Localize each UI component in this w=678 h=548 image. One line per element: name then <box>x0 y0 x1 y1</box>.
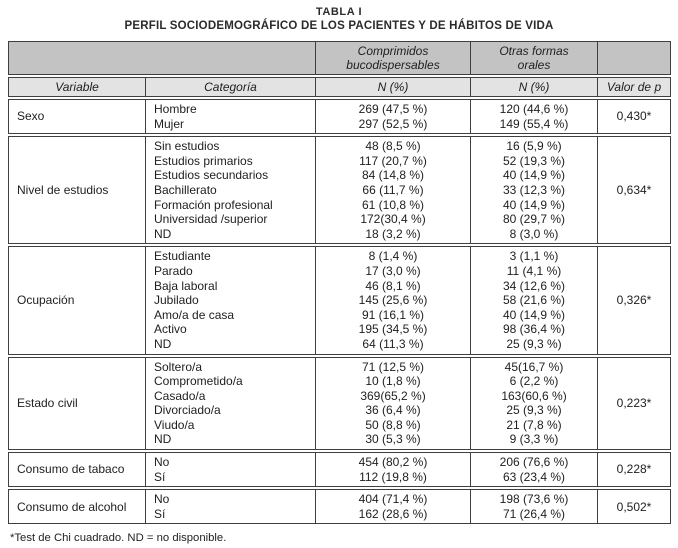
category-line: Formación profesional <box>154 197 273 212</box>
value-line: 40 (14,9 %) <box>502 197 566 212</box>
pvalue-cell: 0,228* <box>597 452 671 487</box>
category-line: Estudios primarios <box>154 153 253 168</box>
value-line: 40 (14,9 %) <box>502 307 566 322</box>
value-line: 33 (12,3 %) <box>502 182 566 197</box>
category-cell <box>145 99 315 134</box>
value-line: 48 (8,5 %) <box>365 139 421 154</box>
category-line: Estudiante <box>154 249 211 264</box>
value-line: 269 (47,5 %) <box>358 102 428 116</box>
category-cell <box>145 136 315 244</box>
value-line: 404 (71,4 %) <box>358 492 428 507</box>
category-line: ND <box>154 432 172 447</box>
value-line: 117 (20,7 %) <box>359 153 427 168</box>
header-group-comprimidos-label: Comprimidos bucodispersables <box>346 44 440 72</box>
category-cell <box>145 489 315 524</box>
table-footnote: *Test de Chi cuadrado. ND = no disponible. <box>10 532 227 545</box>
header-n2: N (%) <box>470 77 597 97</box>
category-line: Mujer <box>154 116 185 131</box>
value-line: 17 (3,0 %) <box>365 263 421 278</box>
category-line: ND <box>154 226 172 241</box>
value-line: 61 (10,8 %) <box>361 197 425 212</box>
header-categoria: Categoría <box>145 77 315 97</box>
pvalue-cell: 0,634* <box>597 136 671 244</box>
category-line: Sí <box>154 469 166 484</box>
variable-cell: Ocupación <box>8 246 145 354</box>
otras-formas-value-cell <box>470 246 597 354</box>
value-line: 63 (23,4 %) <box>502 469 566 484</box>
comprimidos-value-cell <box>315 357 470 451</box>
category-line: Casado/a <box>154 388 206 403</box>
category-line: Sin estudios <box>154 139 220 154</box>
value-line: 66 (11,7 %) <box>362 182 424 197</box>
value-line: 369(65,2 %) <box>360 388 426 403</box>
header-valor-de-p: Valor de p <box>597 77 671 97</box>
category-line: Bachillerato <box>154 182 217 197</box>
value-line: 25 (9,3 %) <box>506 403 562 418</box>
value-line: 58 (21,6 %) <box>502 293 566 308</box>
category-cell <box>145 246 315 354</box>
pvalue-cell: 0,502* <box>597 489 671 524</box>
pvalue-cell: 0,430* <box>597 99 671 134</box>
category-line: Universidad /superior <box>154 212 268 227</box>
otras-formas-value-cell <box>470 357 597 451</box>
table-row <box>8 99 671 134</box>
category-line: Baja laboral <box>154 278 218 293</box>
value-line: 195 (34,5 %) <box>358 322 428 337</box>
comprimidos-value-cell <box>315 452 470 487</box>
variable-cell: Consumo de alcohol <box>8 489 145 524</box>
value-line: 10 (1,8 %) <box>365 374 421 389</box>
category-line: Jubilado <box>154 293 199 308</box>
value-line: 36 (6,4 %) <box>365 403 421 418</box>
variable-cell: Estado civil <box>8 357 145 451</box>
value-line: 145 (25,6 %) <box>358 293 428 308</box>
value-line: 80 (29,7 %) <box>502 212 566 227</box>
value-line: 25 (9,3 %) <box>506 336 562 351</box>
header-variable: Variable <box>8 77 145 97</box>
value-line: 172(30,4 %) <box>360 212 426 227</box>
header-group-comprimidos <box>315 41 470 75</box>
value-line: 11 (4,1 %) <box>506 263 562 278</box>
category-line: Amo/a de casa <box>154 307 235 322</box>
category-line: Sí <box>154 506 166 521</box>
table-row <box>8 357 671 451</box>
value-line: 163(60,6 %) <box>501 388 567 403</box>
table-number-title: TABLA I <box>315 6 363 18</box>
category-line: Hombre <box>154 102 197 116</box>
otras-formas-value-cell <box>470 136 597 244</box>
category-line: Divorciado/a <box>154 403 221 418</box>
category-line: Comprometido/a <box>154 374 243 389</box>
category-cell <box>145 357 315 451</box>
value-line: 8 (1,4 %) <box>368 249 418 264</box>
group-header-row <box>8 41 671 75</box>
pvalue-cell: 0,223* <box>597 357 671 451</box>
value-line: 297 (52,5 %) <box>358 116 428 131</box>
category-line: Estudios secundarios <box>154 168 269 183</box>
category-line: Soltero/a <box>154 359 203 374</box>
value-line: 9 (3,3 %) <box>509 432 559 447</box>
value-line: 149 (55,4 %) <box>499 116 569 131</box>
otras-formas-value-cell <box>470 99 597 134</box>
table-body <box>8 41 671 524</box>
value-line: 21 (7,8 %) <box>506 417 562 432</box>
header-group-otras-label: Otras formas orales <box>499 44 569 72</box>
otras-formas-value-cell <box>470 452 597 487</box>
value-line: 3 (1,1 %) <box>509 249 559 264</box>
variable-cell: Sexo <box>8 99 145 134</box>
table-row <box>8 452 671 487</box>
variable-cell: Nivel de estudios <box>8 136 145 244</box>
category-line: No <box>154 455 170 470</box>
comprimidos-value-cell <box>315 489 470 524</box>
value-line: 71 (12,5 %) <box>361 359 425 374</box>
value-line: 91 (16,1 %) <box>361 307 425 322</box>
category-cell <box>145 452 315 487</box>
header-group-otras <box>470 41 597 75</box>
category-line: ND <box>154 336 172 351</box>
value-line: 198 (73,6 %) <box>499 492 569 507</box>
category-line: No <box>154 492 170 507</box>
table-row <box>8 246 671 354</box>
value-line: 30 (5,3 %) <box>365 432 421 447</box>
value-line: 84 (14,8 %) <box>361 168 425 183</box>
value-line: 98 (36,4 %) <box>502 322 566 337</box>
value-line: 52 (19,3 %) <box>502 153 566 168</box>
comprimidos-value-cell <box>315 246 470 354</box>
value-line: 454 (80,2 %) <box>358 455 428 470</box>
column-header-row <box>8 77 671 97</box>
comprimidos-value-cell <box>315 99 470 134</box>
header-blank-cell <box>8 41 315 75</box>
value-line: 64 (11,3 %) <box>362 336 424 351</box>
variable-cell: Consumo de tabaco <box>8 452 145 487</box>
value-line: 40 (14,9 %) <box>502 168 566 183</box>
value-line: 50 (8,8 %) <box>365 417 421 432</box>
value-line: 46 (8,1 %) <box>365 278 421 293</box>
value-line: 8 (3,0 %) <box>509 226 559 241</box>
value-line: 120 (44,6 %) <box>499 102 569 116</box>
value-line: 112 (19,8 %) <box>359 469 427 484</box>
value-line: 45(16,7 %) <box>504 359 564 374</box>
value-line: 162 (28,6 %) <box>358 506 428 521</box>
header-blank-cell <box>597 41 671 75</box>
pvalue-cell: 0,326* <box>597 246 671 354</box>
table-main-title: PERFIL SOCIODEMOGRÁFICO DE LOS PACIENTES Y DE HÁBITOS DE VIDA <box>124 20 554 32</box>
value-line: 18 (3,2 %) <box>365 226 421 241</box>
header-n1: N (%) <box>315 77 470 97</box>
value-line: 16 (5,9 %) <box>506 139 562 154</box>
sociodemographic-table <box>8 39 671 526</box>
value-line: 6 (2,2 %) <box>509 374 559 389</box>
value-line: 34 (12,6 %) <box>502 278 566 293</box>
value-line: 206 (76,6 %) <box>499 455 569 470</box>
category-line: Viudo/a <box>154 417 195 432</box>
category-line: Activo <box>154 322 187 337</box>
comprimidos-value-cell <box>315 136 470 244</box>
category-line: Parado <box>154 263 193 278</box>
table-row <box>8 136 671 244</box>
value-line: 71 (26,4 %) <box>502 506 566 521</box>
table-row <box>8 489 671 524</box>
otras-formas-value-cell <box>470 489 597 524</box>
